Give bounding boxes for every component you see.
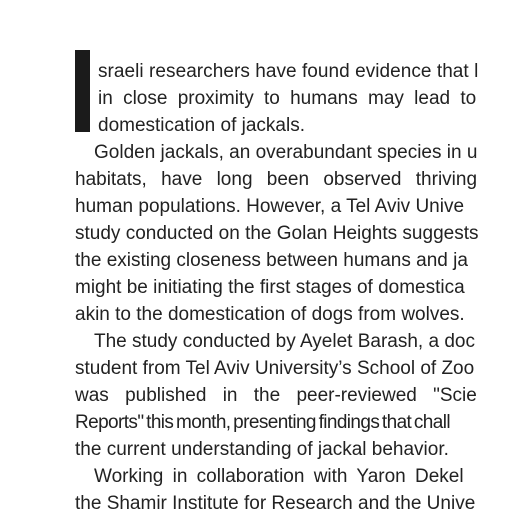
drop-cap-letter-i — [75, 50, 90, 132]
article-line: Golden jackals, an overabundant species in u — [94, 142, 478, 163]
article-line: akin to the domestication of dogs from wolves. — [75, 304, 465, 325]
article-line: Working in collaboration with Yaron Dekel — [94, 466, 464, 487]
article-line: in close proximity to humans may lead to — [98, 88, 477, 109]
article-line: The study conducted by Ayelet Barash, a doc — [94, 331, 475, 352]
article-line: habitats, have long been observed thriving — [75, 169, 478, 190]
article-line: human populations. However, a Tel Aviv Unive — [75, 196, 465, 217]
article-line: the current understanding of jackal behavior. — [75, 439, 449, 460]
article-line: the existing closeness between humans and ja — [75, 250, 468, 271]
article-line: the Shamir Institute for Research and the Unive — [75, 493, 476, 512]
article-line: might be initiating the first stages of domestica — [75, 277, 465, 298]
article-line: study conducted on the Golan Heights suggests — [75, 223, 479, 244]
article-line: domestication of jackals. — [98, 115, 305, 136]
article-line: was published in the peer-reviewed "Scie — [75, 385, 477, 406]
article-line: student from Tel Aviv University’s School of Zoo — [75, 358, 475, 379]
article-line: sraeli researchers have found evidence that l — [98, 61, 479, 82]
article-line: Reports" this month, presenting findings that chall — [75, 412, 450, 433]
